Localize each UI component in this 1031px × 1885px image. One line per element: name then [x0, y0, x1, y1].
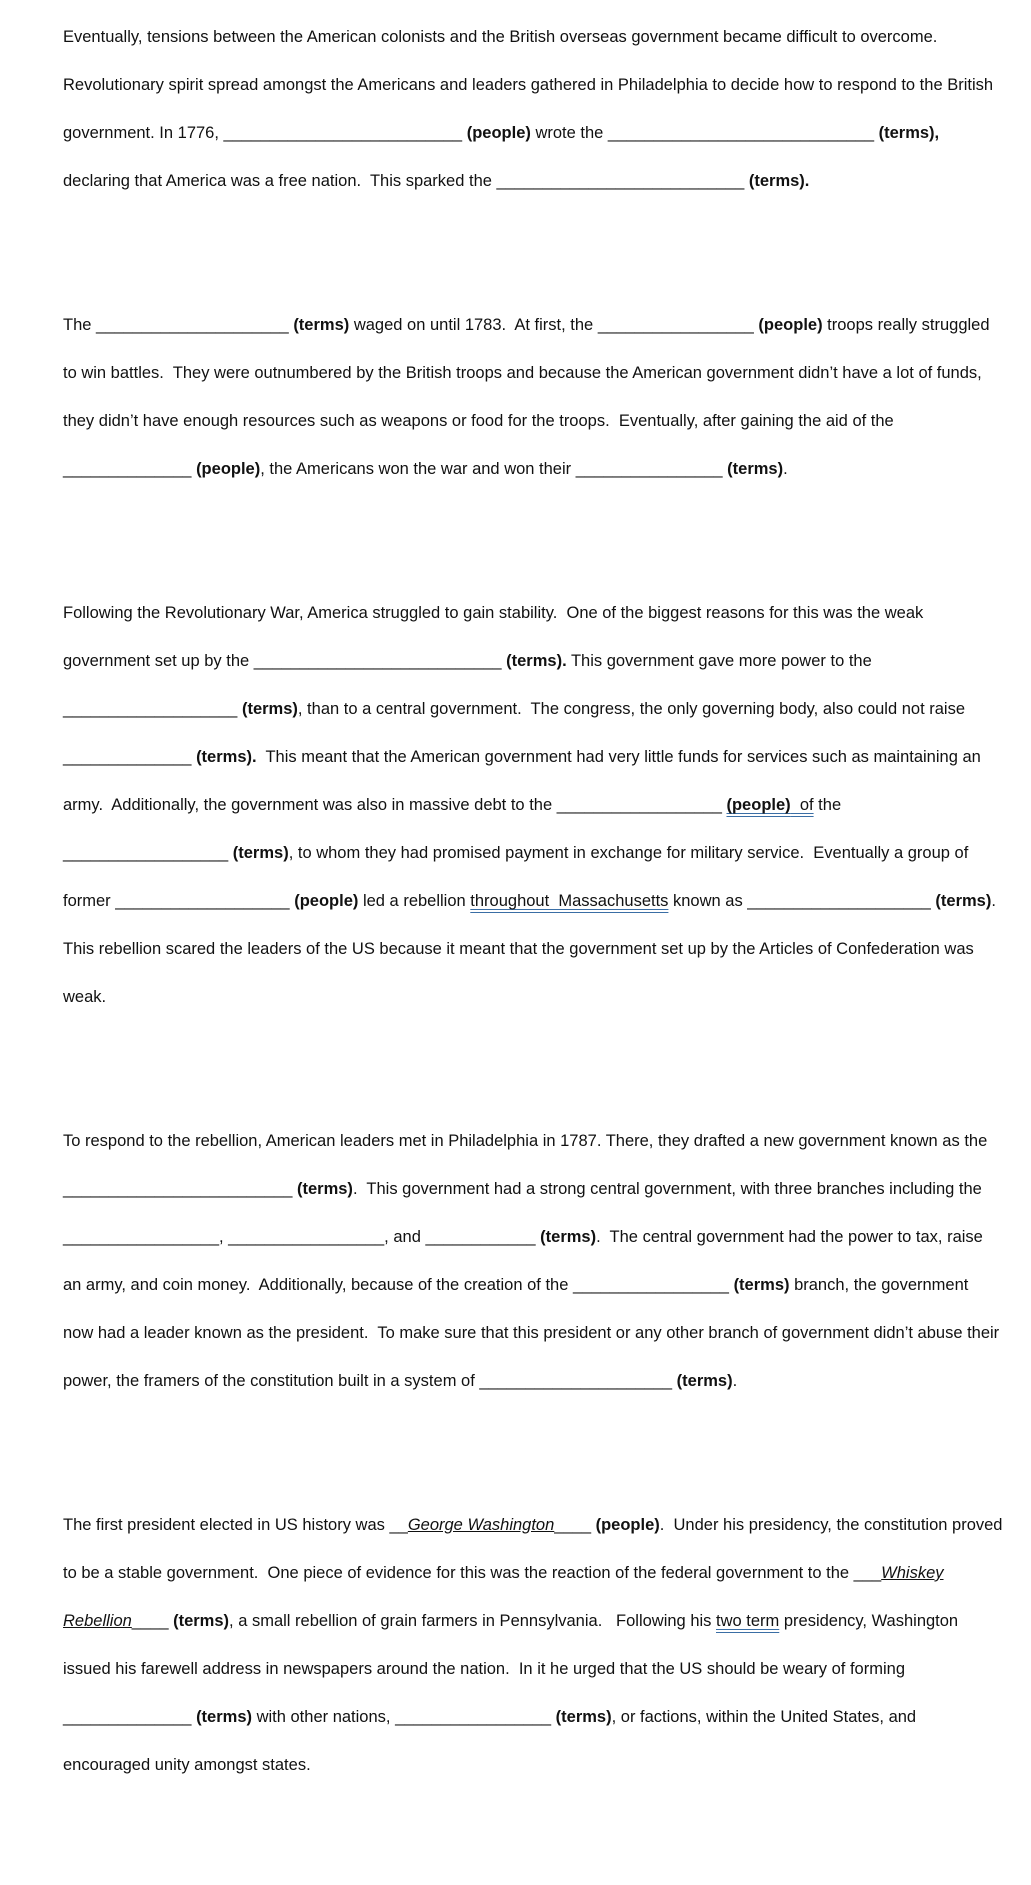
text-segment: The _____________________: [63, 316, 294, 334]
text-segment: two term: [716, 1612, 780, 1630]
paragraph: [63, 301, 1031, 493]
text-segment: led a rebellion: [358, 892, 471, 910]
category-label: (people): [726, 796, 791, 814]
text-line: [63, 877, 1031, 925]
text-segment: .: [991, 892, 996, 910]
text-segment: power, the framers of the constitution built in a system of _____________________: [63, 1372, 677, 1390]
text-line: [63, 829, 1031, 877]
text-segment: Revolutionary spirit spread amongst the Americans and leaders gathered in Philadelphia to decide how to respond to the British: [63, 76, 994, 94]
fill-in-blank: ____: [554, 1516, 596, 1534]
fill-in-blank: _________________, _________________, and ____________: [63, 1228, 541, 1246]
paragraph: [63, 589, 1031, 1021]
text-segment: branch, the government: [789, 1276, 969, 1294]
category-label: (terms).: [506, 652, 567, 670]
text-line: [63, 1261, 1031, 1309]
text-segment: encouraged unity amongst states.: [63, 1756, 311, 1774]
category-label: (terms): [540, 1228, 597, 1246]
text-line: [63, 1165, 1031, 1213]
text-segment: . This government had a strong central government, with three branches including the: [352, 1180, 982, 1198]
text-segment: waged on until 1783. At first, the _________________: [349, 316, 759, 334]
text-segment: army. Additionally, the government was also in massive debt to the __________________: [63, 796, 727, 814]
text-segment: , than to a central government. The congress, the only governing body, also could not raise: [297, 700, 966, 718]
fill-in-blank: ______________: [63, 460, 197, 478]
text-line: [63, 925, 1031, 973]
category-label: (terms).: [196, 748, 257, 766]
category-label: (terms): [293, 316, 350, 334]
text-segment: This government gave more power to the: [566, 652, 872, 670]
fill-in-blank: _________________________: [63, 1180, 297, 1198]
text-segment: former ___________________: [63, 892, 295, 910]
text-line: [63, 1213, 1031, 1261]
category-label: (people): [758, 316, 823, 334]
text-segment: The first president elected in US history was __: [63, 1516, 408, 1534]
text-line: [63, 397, 1031, 445]
text-segment: , a small rebellion of grain farmers in Pennsylvania. Following his: [229, 1612, 716, 1630]
text-line: [63, 1309, 1031, 1357]
text-segment: declaring that America was a free nation. This sparked the ___________________________: [63, 172, 749, 190]
filled-answer: Rebellion: [63, 1612, 132, 1630]
paragraph: [63, 1117, 1031, 1405]
text-segment: .: [732, 1372, 738, 1390]
fill-in-blank: ___________________: [63, 700, 242, 718]
text-segment: Eventually, tensions between the American colonists and the British overseas government became difficult to overcome.: [63, 28, 938, 46]
text-segment: to win battles. They were outnumbered by the British troops and because the American government didn’t have a lot of funds,: [63, 364, 982, 382]
text-line: [63, 445, 1031, 493]
text-line: [63, 733, 1031, 781]
text-segment: To respond to the rebellion, American leaders met in Philadelphia in 1787. There, they drafted a new government known as the: [63, 1132, 988, 1150]
text-line: [63, 1741, 1031, 1789]
text-segment: troops really struggled: [822, 316, 990, 334]
category-label: (terms).: [748, 172, 810, 190]
text-line: [63, 157, 1031, 205]
category-label: (terms): [173, 1612, 230, 1630]
category-label: (terms): [555, 1708, 612, 1726]
text-line: [63, 109, 1031, 157]
text-line: [63, 1357, 1031, 1405]
text-segment: now had a leader known as the president. To make sure that this president or any other branch of government didn’t abuse their: [63, 1324, 1000, 1342]
text-line: [63, 1597, 1031, 1645]
text-segment: of: [790, 796, 814, 814]
text-segment: presidency, Washington: [779, 1612, 959, 1630]
text-line: [63, 349, 1031, 397]
worksheet-document: [63, 13, 1031, 1885]
text-segment: wrote the _____________________________: [530, 124, 879, 142]
category-label: (people): [466, 124, 531, 142]
text-segment: , to whom they had promised payment in exchange for military service. Eventually a group of: [288, 844, 969, 862]
fill-in-blank: ____: [131, 1612, 174, 1630]
category-label: (terms),: [878, 124, 940, 142]
paragraph: [63, 1501, 1031, 1789]
category-label: (terms): [241, 700, 298, 718]
text-segment: they didn’t have enough resources such as weapons or food for the troops. Eventually, after gaining the aid of the: [63, 412, 894, 430]
category-label: (people): [294, 892, 359, 910]
text-segment: , the Americans won the war and won their ________________: [260, 460, 728, 478]
text-segment: an army, and coin money. Additionally, because of the creation of the _________________: [63, 1276, 734, 1294]
category-label: (terms): [232, 844, 289, 862]
fill-in-blank: __________________: [63, 844, 233, 862]
category-label: (people): [595, 1516, 660, 1534]
filled-answer: George Washington: [407, 1516, 555, 1534]
text-segment: Following the Revolutionary War, America struggled to gain stability. One of the biggest reasons for this was the weak: [63, 604, 924, 622]
text-line: [63, 781, 1031, 829]
text-segment: . The central government had the power to tax, raise: [596, 1228, 983, 1246]
paragraph: [63, 13, 1031, 205]
text-line: [63, 13, 1031, 61]
text-line: [63, 685, 1031, 733]
text-segment: known as ____________________: [668, 892, 936, 910]
text-line: [63, 589, 1031, 637]
text-line: [63, 1117, 1031, 1165]
fill-in-blank: ______________: [63, 1708, 197, 1726]
text-segment: with other nations, _________________: [252, 1708, 556, 1726]
text-segment: issued his farewell address in newspapers around the nation. In it he urged that the US should be weary of forming: [63, 1660, 905, 1678]
fill-in-blank: ______________: [63, 748, 197, 766]
text-segment: This rebellion scared the leaders of the US because it meant that the government set up by the Articles of Confederation was: [63, 940, 974, 958]
text-segment: , or factions, within the United States, and: [611, 1708, 917, 1726]
category-label: (terms): [935, 892, 992, 910]
category-label: (terms): [196, 1708, 252, 1726]
text-segment: throughout Massachusetts: [470, 892, 669, 910]
text-segment: . Under his presidency, the constitution proved: [659, 1516, 1003, 1534]
text-line: [63, 637, 1031, 685]
text-line: [63, 61, 1031, 109]
filled-answer: Whiskey: [881, 1564, 944, 1582]
text-segment: .: [783, 460, 788, 478]
text-line: [63, 1693, 1031, 1741]
text-segment: weak.: [63, 988, 107, 1006]
text-line: [63, 1645, 1031, 1693]
text-segment: to be a stable government. One piece of evidence for this was the reaction of the federal government to the ___: [63, 1564, 882, 1582]
text-line: [63, 973, 1031, 1021]
category-label: (terms): [727, 460, 784, 478]
category-label: (people): [196, 460, 261, 478]
text-segment: government set up by the ___________________________: [63, 652, 507, 670]
text-segment: the: [813, 796, 842, 814]
category-label: (terms): [676, 1372, 733, 1390]
text-line: [63, 1501, 1031, 1549]
text-segment: This meant that the American government had very little funds for services such as maintaining an: [256, 748, 981, 766]
category-label: (terms): [733, 1276, 790, 1294]
text-segment: government. In 1776, __________________________: [63, 124, 467, 142]
text-line: [63, 1549, 1031, 1597]
category-label: (terms): [297, 1180, 353, 1198]
text-line: [63, 301, 1031, 349]
